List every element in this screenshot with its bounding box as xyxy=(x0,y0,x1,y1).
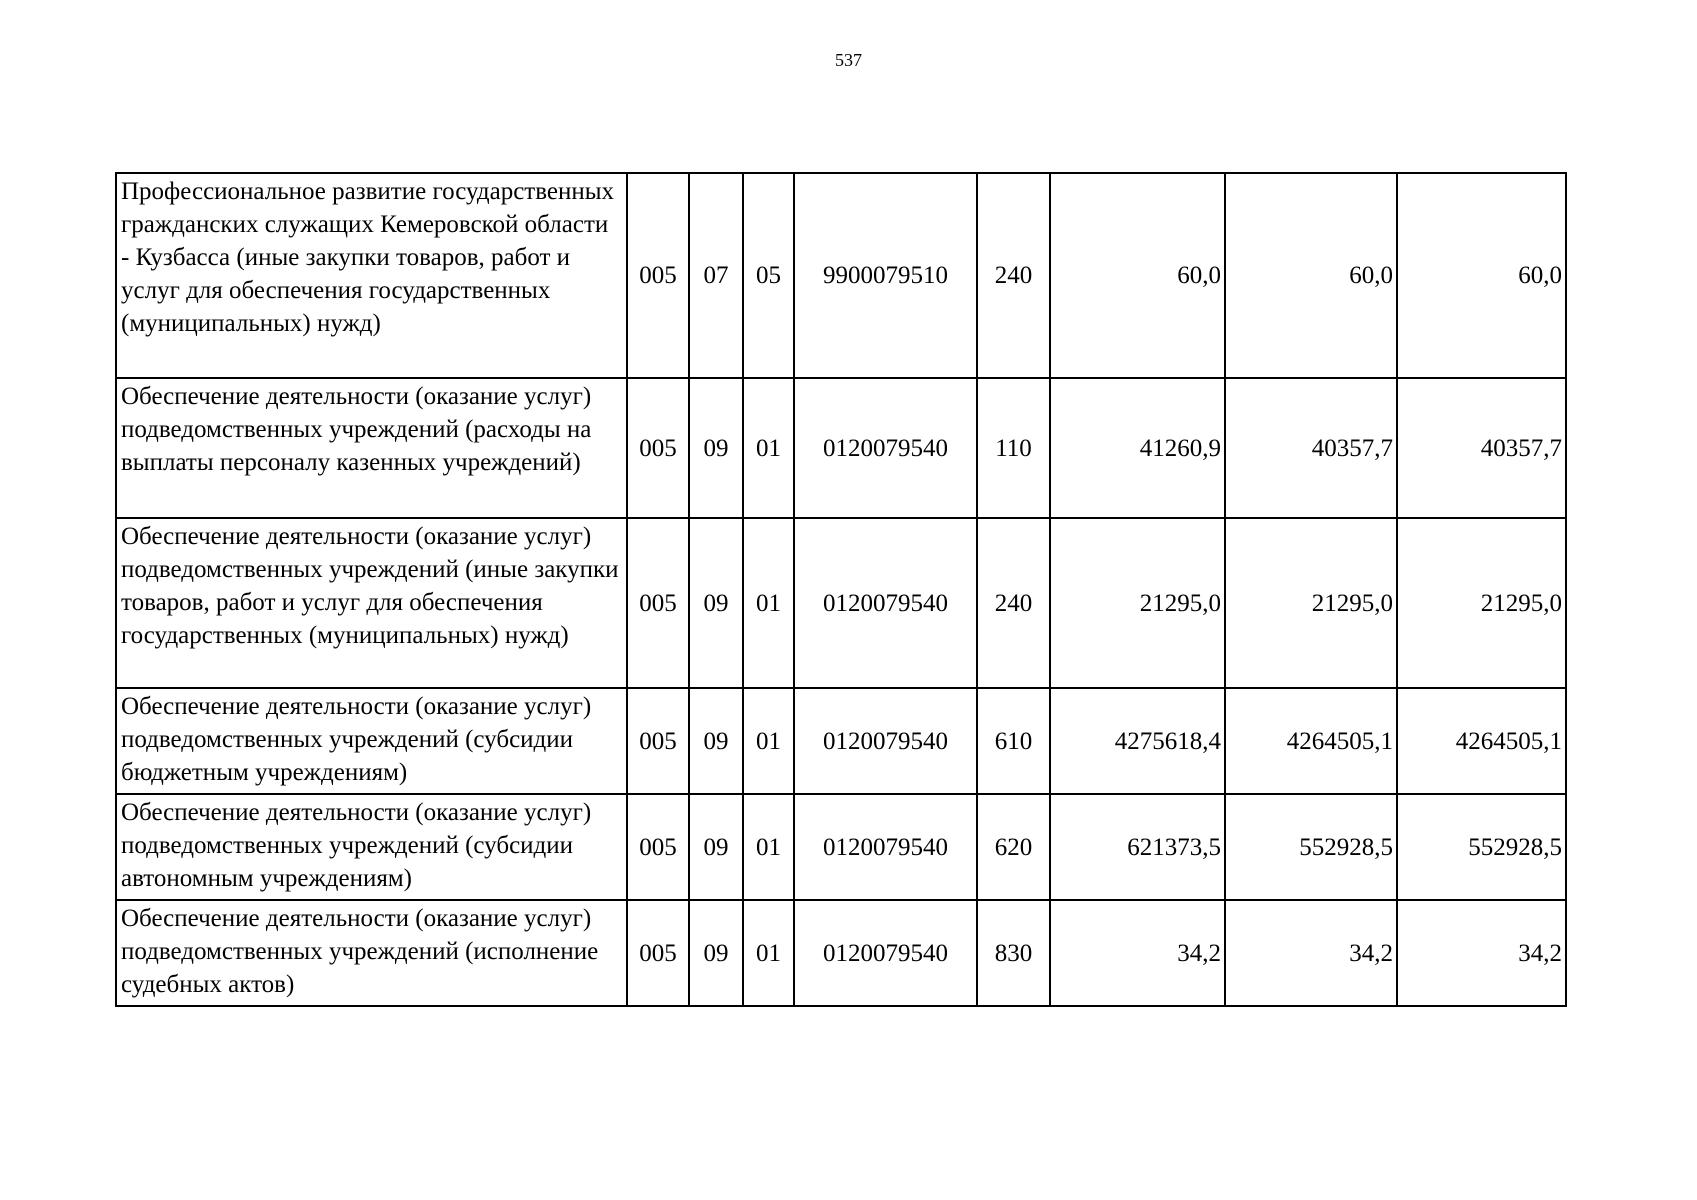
expense-type-code: 610 xyxy=(977,688,1050,794)
section-code: 07 xyxy=(689,173,743,378)
amount-2: 21295,0 xyxy=(1225,518,1397,688)
row-description: Обеспечение деятельности (оказание услуг) подведомственных учреждений (субсидии бюджетным учреждениям) xyxy=(116,688,627,794)
row-description: Обеспечение деятельности (оказание услуг) подведомственных учреждений (субсидии автономным учреждениям) xyxy=(116,794,627,900)
page-number: 537 xyxy=(835,50,862,70)
target-article-code: 0120079540 xyxy=(794,688,977,794)
ministry-code: 005 xyxy=(627,518,689,688)
section-code: 09 xyxy=(689,794,743,900)
subsection-code: 01 xyxy=(743,900,794,1006)
table-row xyxy=(116,378,1566,518)
target-article-code: 0120079540 xyxy=(794,794,977,900)
amount-2: 552928,5 xyxy=(1225,794,1397,900)
budget-table xyxy=(115,172,1567,1007)
amount-1: 621373,5 xyxy=(1050,794,1225,900)
amount-3: 4264505,1 xyxy=(1397,688,1566,794)
amount-2: 4264505,1 xyxy=(1225,688,1397,794)
subsection-code: 01 xyxy=(743,378,794,518)
amount-1: 34,2 xyxy=(1050,900,1225,1006)
expense-type-code: 830 xyxy=(977,900,1050,1006)
row-description: Обеспечение деятельности (оказание услуг) подведомственных учреждений (расходы на выплаты персоналу казенных учреждений) xyxy=(116,378,627,518)
amount-3: 60,0 xyxy=(1397,173,1566,378)
subsection-code: 01 xyxy=(743,794,794,900)
table-row xyxy=(116,794,1566,900)
ministry-code: 005 xyxy=(627,173,689,378)
table-row xyxy=(116,688,1566,794)
row-description: Обеспечение деятельности (оказание услуг) подведомственных учреждений (исполнение судебных актов) xyxy=(116,900,627,1006)
table-row xyxy=(116,518,1566,688)
section-code: 09 xyxy=(689,378,743,518)
amount-1: 41260,9 xyxy=(1050,378,1225,518)
amount-2: 40357,7 xyxy=(1225,378,1397,518)
target-article-code: 9900079510 xyxy=(794,173,977,378)
expense-type-code: 240 xyxy=(977,173,1050,378)
amount-3: 21295,0 xyxy=(1397,518,1566,688)
expense-type-code: 240 xyxy=(977,518,1050,688)
target-article-code: 0120079540 xyxy=(794,378,977,518)
section-code: 09 xyxy=(689,688,743,794)
ministry-code: 005 xyxy=(627,688,689,794)
amount-3: 552928,5 xyxy=(1397,794,1566,900)
expense-type-code: 110 xyxy=(977,378,1050,518)
amount-3: 40357,7 xyxy=(1397,378,1566,518)
section-code: 09 xyxy=(689,518,743,688)
amount-1: 4275618,4 xyxy=(1050,688,1225,794)
subsection-code: 01 xyxy=(743,688,794,794)
subsection-code: 05 xyxy=(743,173,794,378)
ministry-code: 005 xyxy=(627,378,689,518)
amount-1: 21295,0 xyxy=(1050,518,1225,688)
section-code: 09 xyxy=(689,900,743,1006)
row-description: Профессиональное развитие государственных гражданских служащих Кемеровской области - Кузбасса (иные закупки товаров, работ и услуг для обеспечения государственных (муниципальных) нужд) xyxy=(116,173,627,378)
table-row xyxy=(116,173,1566,378)
target-article-code: 0120079540 xyxy=(794,518,977,688)
ministry-code: 005 xyxy=(627,900,689,1006)
amount-1: 60,0 xyxy=(1050,173,1225,378)
ministry-code: 005 xyxy=(627,794,689,900)
amount-2: 34,2 xyxy=(1225,900,1397,1006)
amount-3: 34,2 xyxy=(1397,900,1566,1006)
target-article-code: 0120079540 xyxy=(794,900,977,1006)
subsection-code: 01 xyxy=(743,518,794,688)
row-description: Обеспечение деятельности (оказание услуг) подведомственных учреждений (иные закупки товаров, работ и услуг для обеспечения государственных (муниципальных) нужд) xyxy=(116,518,627,688)
table-row xyxy=(116,900,1566,1006)
expense-type-code: 620 xyxy=(977,794,1050,900)
amount-2: 60,0 xyxy=(1225,173,1397,378)
